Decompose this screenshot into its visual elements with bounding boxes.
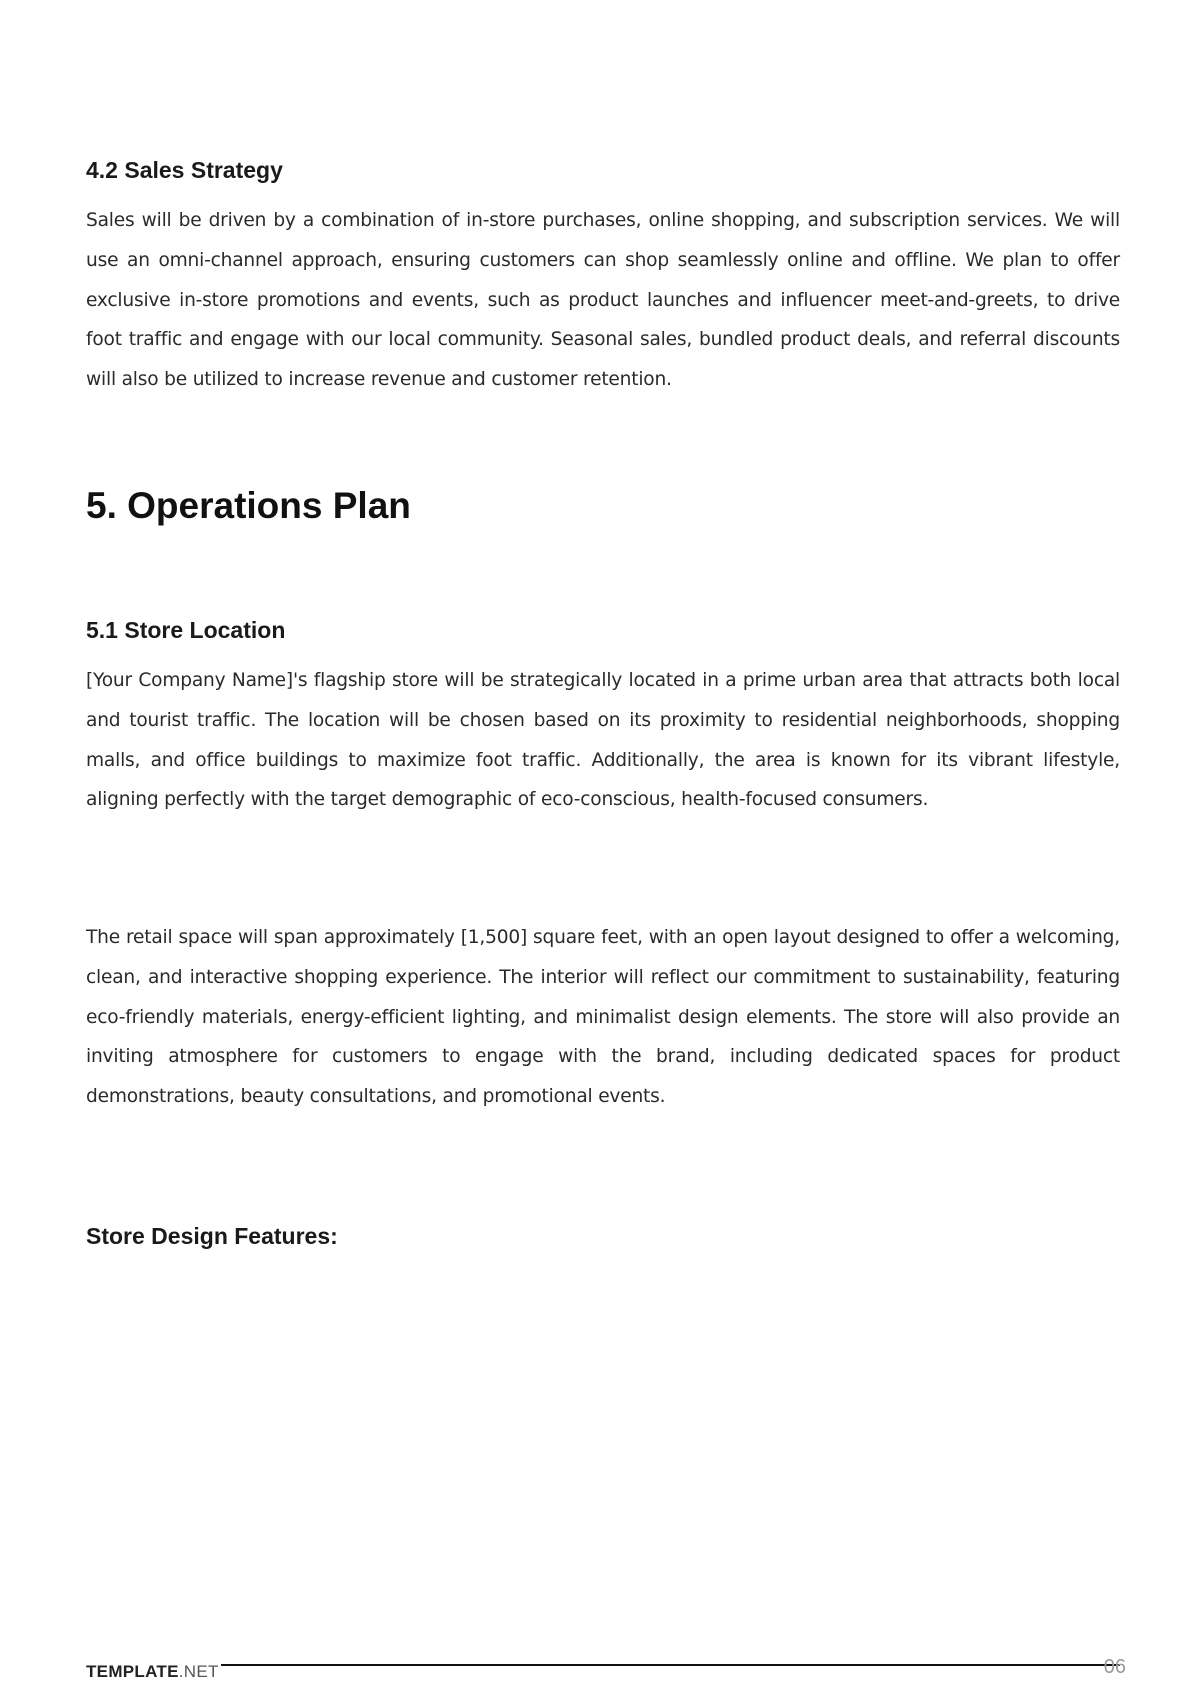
store-location-heading: 5.1 Store Location	[86, 617, 286, 643]
sales-strategy-paragraph: Sales will be driven by a combination of in-store purchases, online shopping, and subscription services. We will use an omni-channel approach, ensuring customers can shop seamlessly online and offline. We plan to offer exclusive in-store promotions and events, such as product launches and influencer meet-and-greets, to drive foot traffic and engage with our local community. Seasonal sales, bundled product deals, and referral discounts will also be utilized to increase revenue and customer retention.	[86, 210, 1120, 391]
operations-plan-heading: 5. Operations Plan	[86, 485, 411, 526]
footer-divider	[90, 1664, 1120, 1666]
footer-brand-light: .NET	[178, 1662, 219, 1681]
page-number: 06	[1103, 1656, 1126, 1678]
sales-strategy-heading: 4.2 Sales Strategy	[86, 157, 283, 183]
store-location-paragraph-2: The retail space will span approximately [1,500] square feet, with an open layout designed to offer a welcoming, clean, and interactive shopping experience. The interior will reflect our commitment to sustainability, featuring eco-friendly materials, energy-efficient lighting, and minimalist design elements. The store will also provide an inviting atmosphere for customers to engage with the brand, including dedicated spaces for product demonstrations, beauty consultations, and promotional events.	[86, 927, 1120, 1108]
footer-brand-bold: TEMPLATE	[86, 1662, 179, 1681]
store-design-heading: Store Design Features:	[86, 1223, 338, 1249]
footer-brand-logo	[86, 1662, 221, 1682]
store-location-paragraph-1: [Your Company Name]'s flagship store will be strategically located in a prime urban area that attracts both local and tourist traffic. The location will be chosen based on its proximity to residential neighborhoods, shopping malls, and office buildings to maximize foot traffic. Additionally, the area is known for its vibrant lifestyle, aligning perfectly with the target demographic of eco-conscious, health-focused consumers.	[86, 670, 1120, 811]
